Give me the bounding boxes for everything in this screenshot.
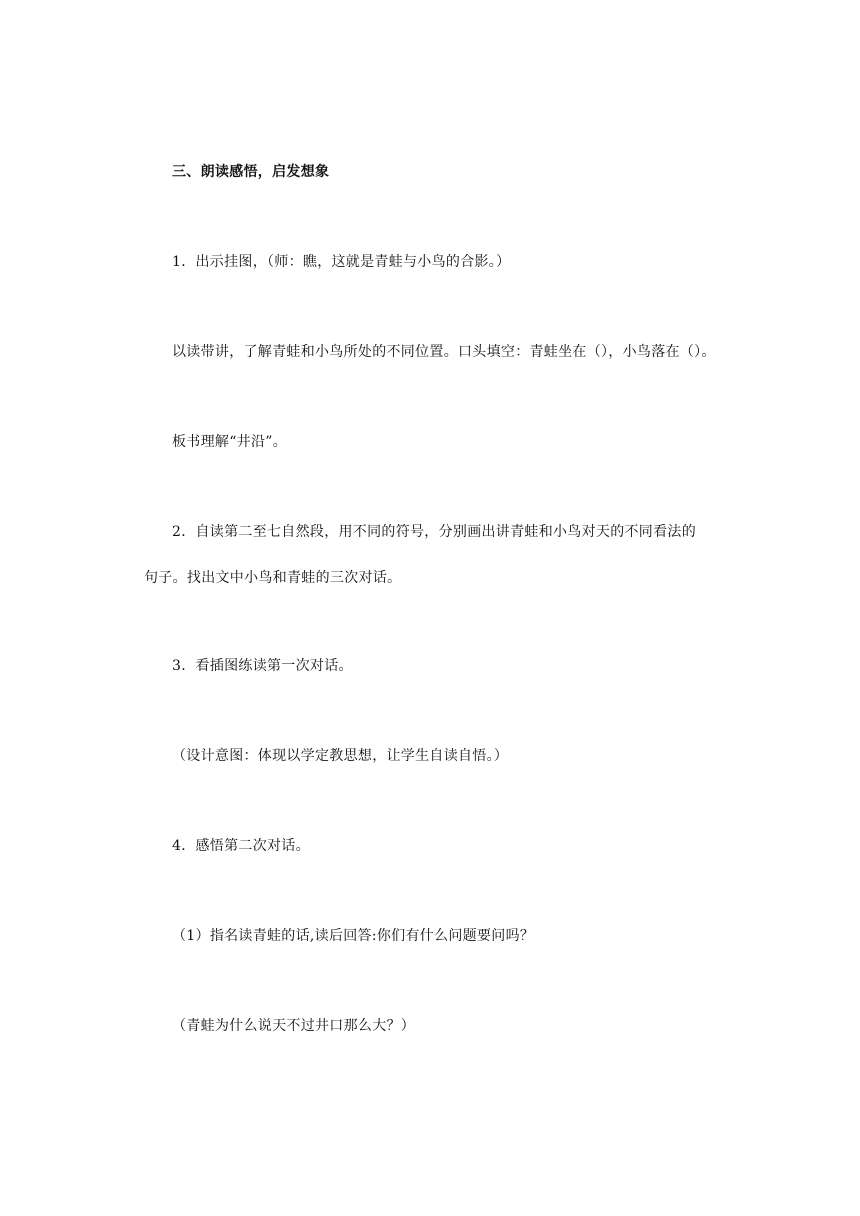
paragraph-design-intent: （设计意图：体现以学定教思想，让学生自读自悟。） xyxy=(172,748,509,764)
section-heading: 三、朗读感悟，启发想象 xyxy=(172,164,330,180)
paragraph-step-2-continued: 句子。找出文中小鸟和青蛙的三次对话。 xyxy=(144,570,402,586)
paragraph-board-note: 板书理解“井沿”。 xyxy=(172,434,288,450)
paragraph-step-1: 1．出示挂图，（师：瞧，这就是青蛙与小鸟的合影。） xyxy=(172,254,511,270)
paragraph-step-2: 2．自读第二至七自然段，用不同的符号，分别画出讲青蛙和小鸟对天的不同看法的 xyxy=(172,524,697,540)
paragraph-step-3: 3．看插图练读第一次对话。 xyxy=(172,658,353,674)
paragraph-fill-blank: 以读带讲，了解青蛙和小鸟所处的不同位置。口头填空：青蛙坐在（），小鸟落在（）。 xyxy=(172,344,716,360)
paragraph-step-4: 4．感悟第二次对话。 xyxy=(172,838,310,854)
paragraph-question: （青蛙为什么说天不过井口那么大？） xyxy=(172,1018,416,1034)
paragraph-step-4-1: （1）指名读青蛙的话,读后回答:你们有什么问题要问吗？ xyxy=(172,928,535,944)
